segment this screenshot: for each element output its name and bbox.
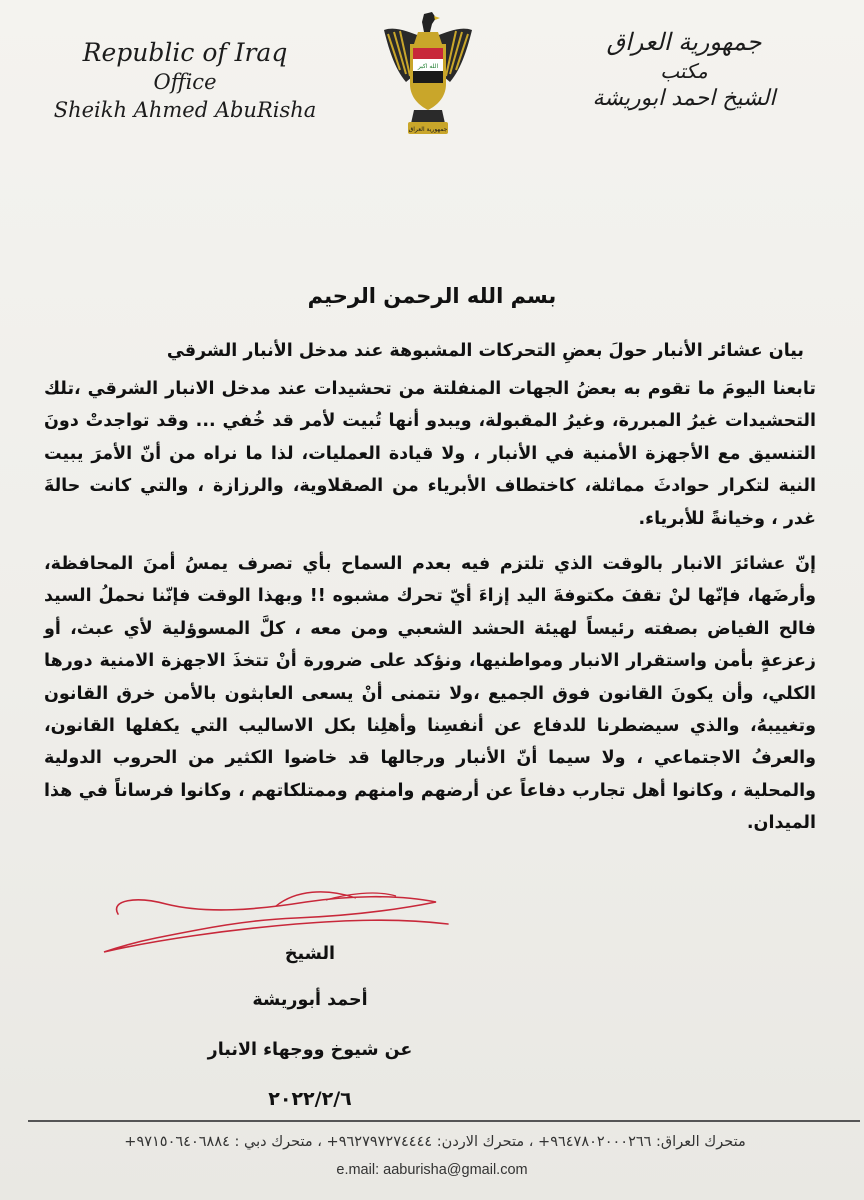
signature-on-behalf: عن شيوخ ووجهاء الانبار [207, 1040, 413, 1060]
emblem-label: جمهورية العراق [408, 126, 448, 133]
footer-email: e.mail: aaburisha@gmail.com [336, 1162, 528, 1178]
footer-divider [28, 1120, 860, 1122]
arabic-country: جمهورية العراق [606, 28, 762, 56]
english-letterhead [40, 38, 330, 124]
letter-subject: بيان عشائر الأنبار حولَ بعضِ التحركات المشبوهة عند مدخل الأنبار الشرقي [166, 341, 804, 361]
iraq-eagle-emblem-icon [380, 10, 476, 140]
arabic-letterhead [574, 26, 794, 114]
arabic-office: مكتب [660, 59, 708, 83]
english-sheikh-name: Sheikh Ahmed AbuRisha [53, 98, 317, 122]
basmala-heading: بسم الله الرحمن الرحيم [307, 284, 557, 308]
arabic-sheikh-name: الشيخ احمد ابوريشة [592, 86, 776, 111]
letter-paragraph-2: إنّ عشائرَ الانبار بالوقت الذي تلتزم فيه بعدم السماح بأي تصرف يمسُ أمنَ المحافظة، وأرضَها، فإنّها لنْ تقفَ مكتوفةَ اليد إزاءَ أيّ تحرك مشبوه !! وبهذا الوقت فإنّنا نحملُ السيد فالح الفياض بصفته رئيساً لهيئة الحشد الشعبي ومن معه ، كلَّ المسوؤلية لأي عبث، أو زعزعةٍ بأمن واستقرار الانبار ومواطنيها، ونؤكد على ضرورة أنْ تتخذَ الاجهزة الامنية دورها الكلي، وأن يكونَ القانون فوق الجميع ،ولا نتمنى أنْ يسعى العابثون بالأمن خرق القانون وتغييبهُ، والذي سيضطرنا للدفاع عن أنفسِنا وأهلِنا بكل الاساليب التي يكفلها القانون، والعرفُ الاجتماعي ، ولا سيما أنّ الأنبار ورجالها قد خاضوا الكثير من الحروب الدولية والمحلية ، وكانوا أهل تجارب دفاعاً عن أرضهم وامنهم وممتلكاتهم ، وكانوا فرساناً في هذا الميدان. [44, 554, 816, 834]
english-office: Office [153, 70, 217, 94]
letter-paragraph-1: تابعنا اليومَ ما تقوم به بعضُ الجهات المنفلتة من تحشيدات عند مدخل الانبار الشرقي ،تلك التحشيدات غيرُ المبررة، وغيرُ المقبولة، ويبدو أنها تُبيت لأمر قد خُفي ... وقد تواجدتْ دونَ التنسيق مع الأجهزة الأمنية في الأنبار ، ولا قيادة العمليات، لذا ما نراه من أنّ الأمرَ يبيت النية لتكرار حوادثَ مماثلة، كاختطاف الأبرياء من الصقلاوية، والرزازة ، والتي كانت حالةَ غدر ، وخيانةً للأبرياء. [44, 379, 816, 529]
english-country: Republic of Iraq [82, 38, 288, 67]
signature-title: الشيخ [284, 944, 336, 964]
letter-date: ٢٠٢٢/٢/٦ [268, 1088, 352, 1110]
signature-name: أحمد أبوريشة [252, 990, 368, 1010]
svg-text:الله اكبر: الله اكبر [417, 63, 439, 70]
footer-phone-numbers: متحرك العراق: ٩٦٤٧٨٠٢٠٠٠٢٦٦+ ، متحرك الاردن: ٩٦٢٧٩٧٢٧٤٤٤٤+ ، متحرك دبي : ٩٧١٥٠٦٤٠٦٨٨٤+ [124, 1134, 746, 1150]
